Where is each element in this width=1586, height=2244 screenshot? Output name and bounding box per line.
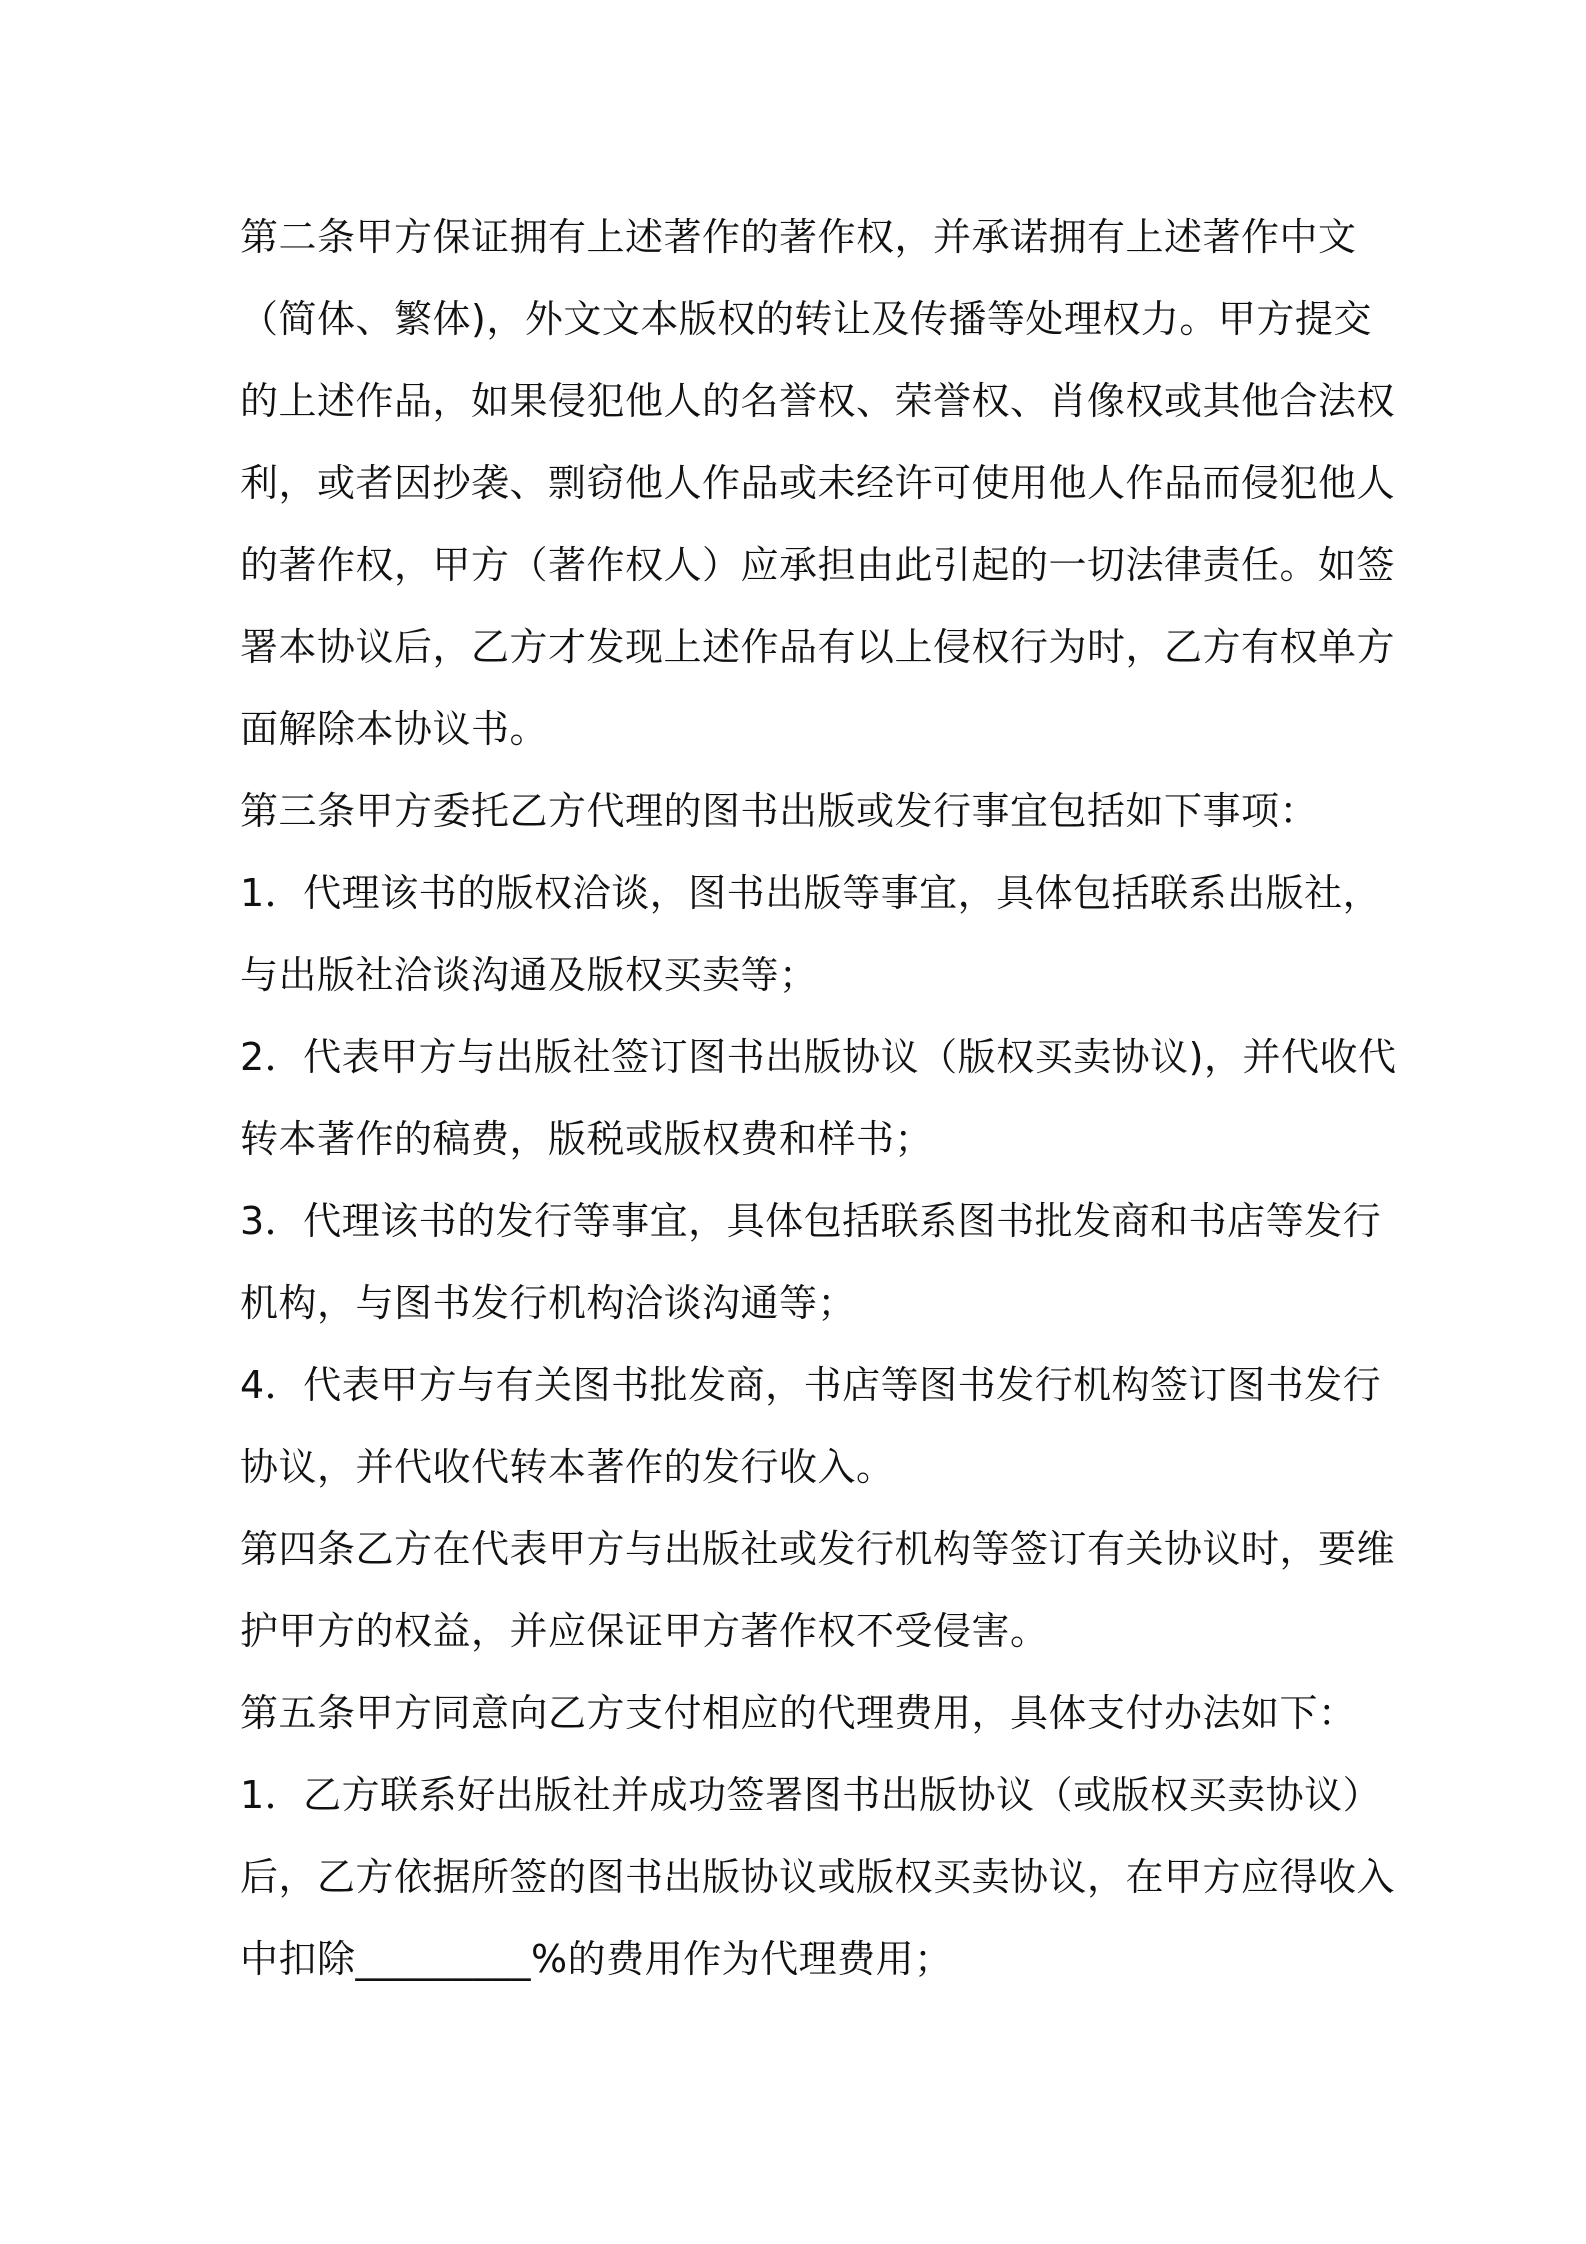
- text-line: 后，乙方依据所签的图书出版协议或版权买卖协议，在甲方应得收入: [240, 1855, 1396, 1899]
- text-line: 与出版社洽谈沟通及版权买卖等；: [240, 953, 818, 997]
- text-line: 面解除本协议书。: [240, 707, 549, 751]
- text-line: 的著作权，甲方（著作权人）应承担由此引起的一切法律责任。如签: [240, 543, 1396, 587]
- text-line: 第五条甲方同意向乙方支付相应的代理费用，具体支付办法如下：: [240, 1691, 1357, 1735]
- text-line: 机构，与图书发行机构洽谈沟通等；: [240, 1281, 857, 1325]
- text-line: 2．代表甲方与出版社签订图书出版协议（版权买卖协议)，并代收代: [240, 1035, 1397, 1079]
- text-line: 协议，并代收代转本著作的发行收入。: [240, 1445, 895, 1489]
- text-line: 1．乙方联系好出版社并成功签署图书出版协议（或版权买卖协议）: [240, 1773, 1382, 1817]
- text-line: 3．代理该书的发行等事宜，具体包括联系图书批发商和书店等发行: [240, 1199, 1382, 1243]
- text-line: （简体、繁体)，外文文本版权的转让及传播等处理权力。甲方提交: [240, 297, 1372, 341]
- text-line: 护甲方的权益，并应保证甲方著作权不受侵害。: [240, 1609, 1049, 1653]
- text-line: 利，或者因抄袭、剽窃他人作品或未经许可使用他人作品而侵犯他人: [240, 461, 1396, 505]
- text-line: 第二条甲方保证拥有上述著作的著作权，并承诺拥有上述著作中文: [240, 215, 1357, 259]
- text-line: 4．代表甲方与有关图书批发商，书店等图书发行机构签订图书发行: [240, 1363, 1382, 1407]
- text-line: 第四条乙方在代表甲方与出版社或发行机构等签订有关协议时，要维: [240, 1527, 1396, 1571]
- text-line: 第三条甲方委托乙方代理的图书出版或发行事宜包括如下事项：: [240, 789, 1319, 833]
- document-body: [240, 196, 1397, 2000]
- text-line: 中扣除_________%的费用作为代理费用；: [240, 1937, 953, 1981]
- text-line: 1．代理该书的版权洽谈，图书出版等事宜，具体包括联系出版社，: [240, 871, 1382, 915]
- text-line: 转本著作的稿费，版税或版权费和样书；: [240, 1117, 934, 1161]
- text-line: 的上述作品，如果侵犯他人的名誉权、荣誉权、肖像权或其他合法权: [240, 379, 1396, 423]
- text-line: 署本协议后，乙方才发现上述作品有以上侵权行为时，乙方有权单方: [240, 625, 1396, 669]
